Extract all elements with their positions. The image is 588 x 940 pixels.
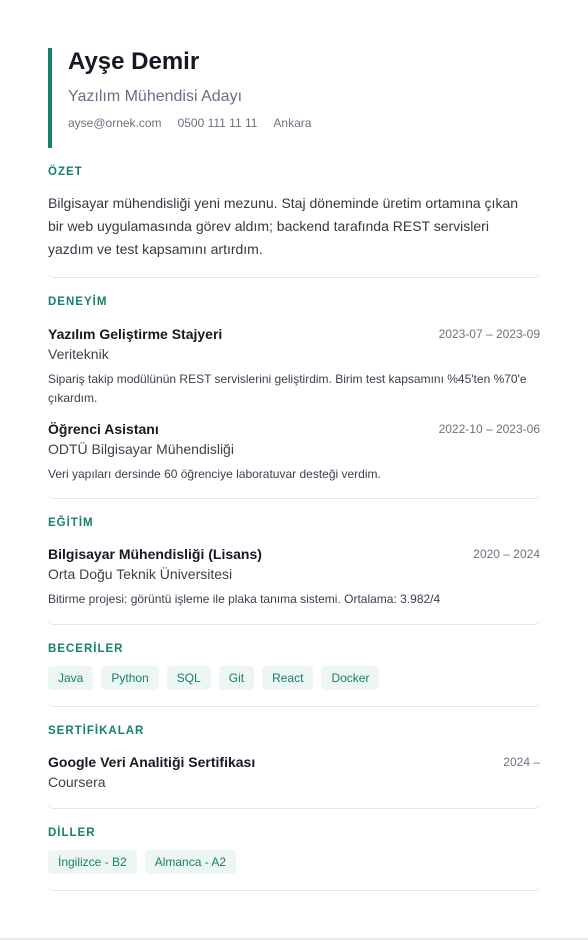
experience-date: 2022-10 – 2023-06 <box>438 422 540 436</box>
experience-org: Veriteknik <box>48 346 109 362</box>
skills-section <box>48 643 540 707</box>
experience-item <box>48 326 540 406</box>
experience-item <box>48 421 540 481</box>
section-title-education: EĞİTİM <box>48 517 94 529</box>
contact-email[interactable]: ayse@ornek.com <box>68 116 162 130</box>
language-tag: İngilizce - B2 <box>48 850 137 874</box>
experience-org: ODTÜ Bilgisayar Mühendisliği <box>48 441 234 457</box>
skill-tag: React <box>262 666 313 690</box>
education-item <box>48 546 540 616</box>
contact-city: Ankara <box>273 116 312 130</box>
resume-header <box>48 48 540 148</box>
skills-list <box>48 666 379 690</box>
section-title-experience: DENEYİM <box>48 296 108 308</box>
language-tag: Almanca - A2 <box>145 850 236 874</box>
certificate-title: Google Veri Analitiği Sertifikası <box>48 754 256 770</box>
experience-desc: Veri yapıları dersinde 60 öğrenciye laboratuvar desteği verdim. <box>48 467 381 481</box>
experience-title: Öğrenci Asistanı <box>48 421 159 437</box>
candidate-name: Ayşe Demir <box>68 48 200 75</box>
certificates-section <box>48 725 540 809</box>
summary-text: Bilgisayar mühendisliği yeni mezunu. Staj döneminde üretim ortamına çıkan bir web uygulamasında görev aldım; backend tarafında REST servisleri yazdım ve test kapsamını artırdım. <box>48 195 519 257</box>
certificate-org: Coursera <box>48 774 106 790</box>
languages-section <box>48 827 540 891</box>
section-title-skills: BECERİLER <box>48 643 124 655</box>
certificate-date: 2024 – <box>503 755 540 769</box>
experience-title: Yazılım Geliştirme Stajyeri <box>48 326 223 342</box>
skill-tag: Java <box>48 666 93 690</box>
skill-tag: SQL <box>167 666 211 690</box>
skill-tag: Git <box>219 666 254 690</box>
languages-list <box>48 850 236 874</box>
education-desc: Bitirme projesi: görüntü işleme ile plaka tanıma sistemi. Ortalama: 3.982/4 <box>48 592 441 606</box>
experience-desc: Sipariş takip modülünün REST servislerini geliştirdim. Birim test kapsamını %45'ten %70'e çıkardım. <box>48 372 527 405</box>
education-date: 2020 – 2024 <box>473 547 540 561</box>
section-title-languages: DİLLER <box>48 827 96 839</box>
summary-section <box>48 166 540 278</box>
certificate-item <box>48 754 540 796</box>
education-section <box>48 517 540 625</box>
section-title-certificates: SERTİFİKALAR <box>48 725 145 737</box>
section-title-summary: ÖZET <box>48 166 83 178</box>
education-title: Bilgisayar Mühendisliği (Lisans) <box>48 546 262 562</box>
candidate-role: Yazılım Mühendisi Adayı <box>68 88 243 105</box>
experience-section <box>48 296 540 499</box>
education-org: Orta Doğu Teknik Üniversitesi <box>48 566 233 582</box>
skill-tag: Python <box>101 666 158 690</box>
skill-tag: Docker <box>321 666 379 690</box>
contact-phone[interactable]: 0500 111 11 11 <box>177 116 258 130</box>
experience-date: 2023-07 – 2023-09 <box>438 327 540 341</box>
contact-line <box>68 116 327 130</box>
